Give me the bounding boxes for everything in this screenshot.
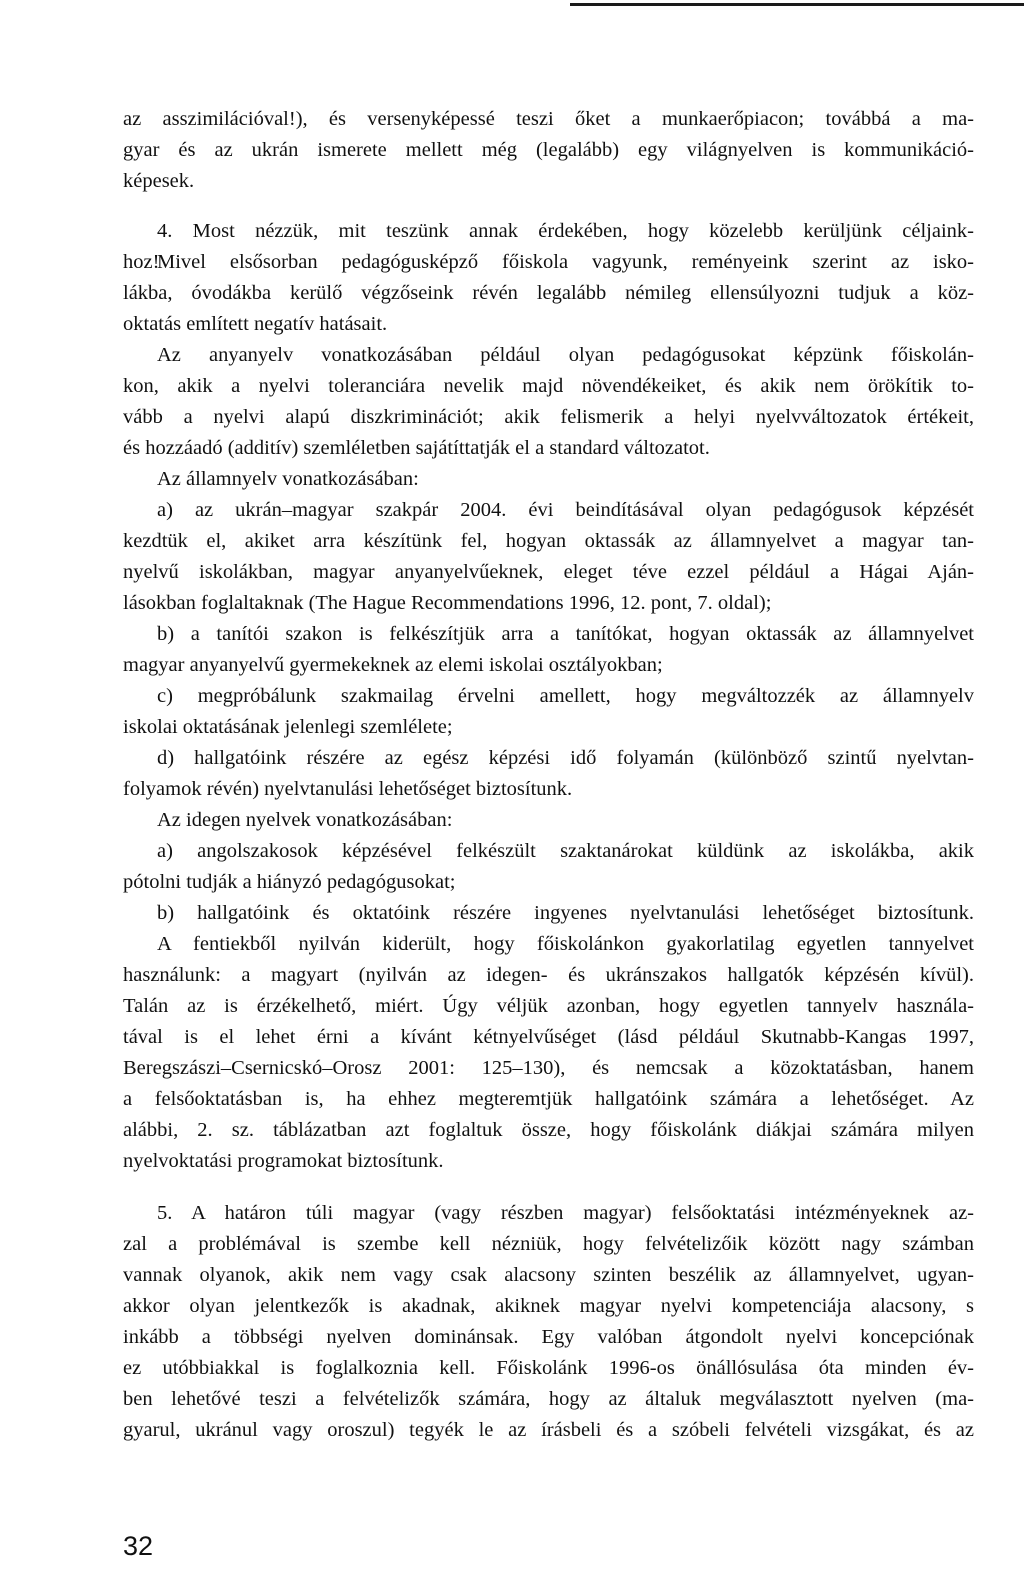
text-line: Az anyanyelv vonatkozásában például olyan pedagógusokat képzünk főiskolán- xyxy=(157,344,974,366)
text-line: oktatás említett negatív hatásait. xyxy=(123,313,388,335)
text-line: kezdtük el, akiket arra készítünk fel, hogyan oktassák az államnyelvet a magyar tan- xyxy=(123,530,974,552)
text-line: a) angolszakosok képzésével felkészült szaktanárokat küldünk az iskolákba, akik xyxy=(157,840,974,862)
text-line: használunk: a magyart (nyilván az idegen- és ukránszakos hallgatók képzésén kívül). xyxy=(123,964,974,986)
text-line: hoz! xyxy=(123,251,160,273)
text-line: A fentiekből nyilván kiderült, hogy főiskolánkon gyakorlatilag egyetlen tannyelvet xyxy=(157,933,974,955)
page-number: 32 xyxy=(123,1531,154,1561)
text-line: gyarul, ukránul vagy oroszul) tegyék le az írásbeli és a szóbeli felvételi vizsgákat, és az xyxy=(123,1419,974,1441)
text-line: pótolni tudják a hiányzó pedagógusokat; xyxy=(123,871,456,893)
text-line: vannak olyanok, akik nem vagy csak alacsony szinten beszélik az államnyelvet, ugyan- xyxy=(123,1264,974,1286)
text-line: 4. Most nézzük, mit teszünk annak érdekében, hogy közelebb kerüljünk céljaink- xyxy=(157,220,974,242)
top-border-rule xyxy=(570,3,1024,6)
text-line: ez utóbbiakkal is foglalkoznia kell. Főiskolánk 1996-os önállósulása óta minden év- xyxy=(123,1357,974,1379)
text-line: Beregszászi–Csernicskó–Orosz 2001: 125–130), és nemcsak a közoktatásban, hanem xyxy=(123,1057,974,1079)
text-line: Talán az is érzékelhető, miért. Úgy véljük azonban, hogy egyetlen tannyelv használa- xyxy=(123,995,974,1017)
text-line: akkor olyan jelentkezők is akadnak, akiknek magyar nyelvi kompetenciája alacsony, s xyxy=(123,1295,974,1317)
text-line: alábbi, 2. sz. táblázatban azt foglaltuk össze, hogy főiskolánk diákjai számára milyen xyxy=(123,1119,974,1141)
text-line: magyar anyanyelvű gyermekeknek az elemi iskolai osztályokban; xyxy=(123,654,663,676)
text-line: folyamok révén) nyelvtanulási lehetőséget biztosítunk. xyxy=(123,778,573,800)
text-line: a felsőoktatásban is, ha ehhez megteremtjük hallgatóink számára a lehetőséget. Az xyxy=(123,1088,974,1110)
text-line: és hozzáadó (additív) szemléletben sajátíttatják el a standard változatot. xyxy=(123,437,710,459)
text-line: ben lehetővé teszi a felvételizők számára, hogy az általuk megválasztott nyelven (ma- xyxy=(123,1388,974,1410)
text-line: a) az ukrán–magyar szakpár 2004. évi beindításával olyan pedagógusok képzését xyxy=(157,499,974,521)
text-line: vább a nyelvi alapú diszkriminációt; akik felismerik a helyi nyelvváltozatok értékeit, xyxy=(123,406,974,428)
text-line: d) hallgatóink részére az egész képzési idő folyamán (különböző szintű nyelvtan- xyxy=(157,747,974,769)
text-line: Az államnyelv vonatkozásában: xyxy=(157,468,419,490)
text-line: képesek. xyxy=(123,170,195,192)
text-line: lákba, óvodákba kerülő végzőseink révén legalább némileg ellensúlyozni tudjuk a köz- xyxy=(123,282,974,304)
text-line: iskolai oktatásának jelenlegi szemlélete; xyxy=(123,716,453,738)
page-body xyxy=(123,104,974,1446)
text-line: tával is el lehet érni a kívánt kétnyelvűséget (lásd például Skutnabb-Kangas 1997, xyxy=(123,1026,974,1048)
text-line: Mivel elsősorban pedagógusképző főiskola vagyunk, reményeink szerint az isko- xyxy=(157,251,974,273)
text-line: inkább a többségi nyelven dominánsak. Egy valóban átgondolt nyelvi koncepciónak xyxy=(123,1326,974,1348)
text-line: zal a problémával is szembe kell nézniük, hogy felvételizőik között nagy számban xyxy=(123,1233,974,1255)
text-line: kon, akik a nyelvi toleranciára nevelik majd növendékeiket, és akik nem örökítik to- xyxy=(123,375,974,397)
text-line: gyar és az ukrán ismerete mellett még (legalább) egy világnyelven is kommunikáció- xyxy=(123,139,974,161)
text-line: c) megpróbálunk szakmailag érvelni amellett, hogy megváltozzék az államnyelv xyxy=(157,685,974,707)
text-line: nyelvoktatási programokat biztosítunk. xyxy=(123,1150,444,1172)
text-line: az asszimilációval!), és versenyképessé teszi őket a munkaerőpiacon; továbbá a ma- xyxy=(123,108,974,130)
text-line: nyelvű iskolákban, magyar anyanyelvűeknek, eleget téve ezzel például a Hágai Aján- xyxy=(123,561,974,583)
text-line: b) hallgatóink és oktatóink részére ingyenes nyelvtanulási lehetőséget biztosítunk. xyxy=(157,902,974,924)
text-line: 5. A határon túli magyar (vagy részben magyar) felsőoktatási intézményeknek az- xyxy=(157,1202,974,1224)
text-line: Az idegen nyelvek vonatkozásában: xyxy=(157,809,453,831)
text-line: b) a tanítói szakon is felkészítjük arra a tanítókat, hogyan oktassák az államnyelvet xyxy=(157,623,974,645)
text-line: lásokban foglaltaknak (The Hague Recommendations 1996, 12. pont, 7. oldal); xyxy=(123,592,772,614)
